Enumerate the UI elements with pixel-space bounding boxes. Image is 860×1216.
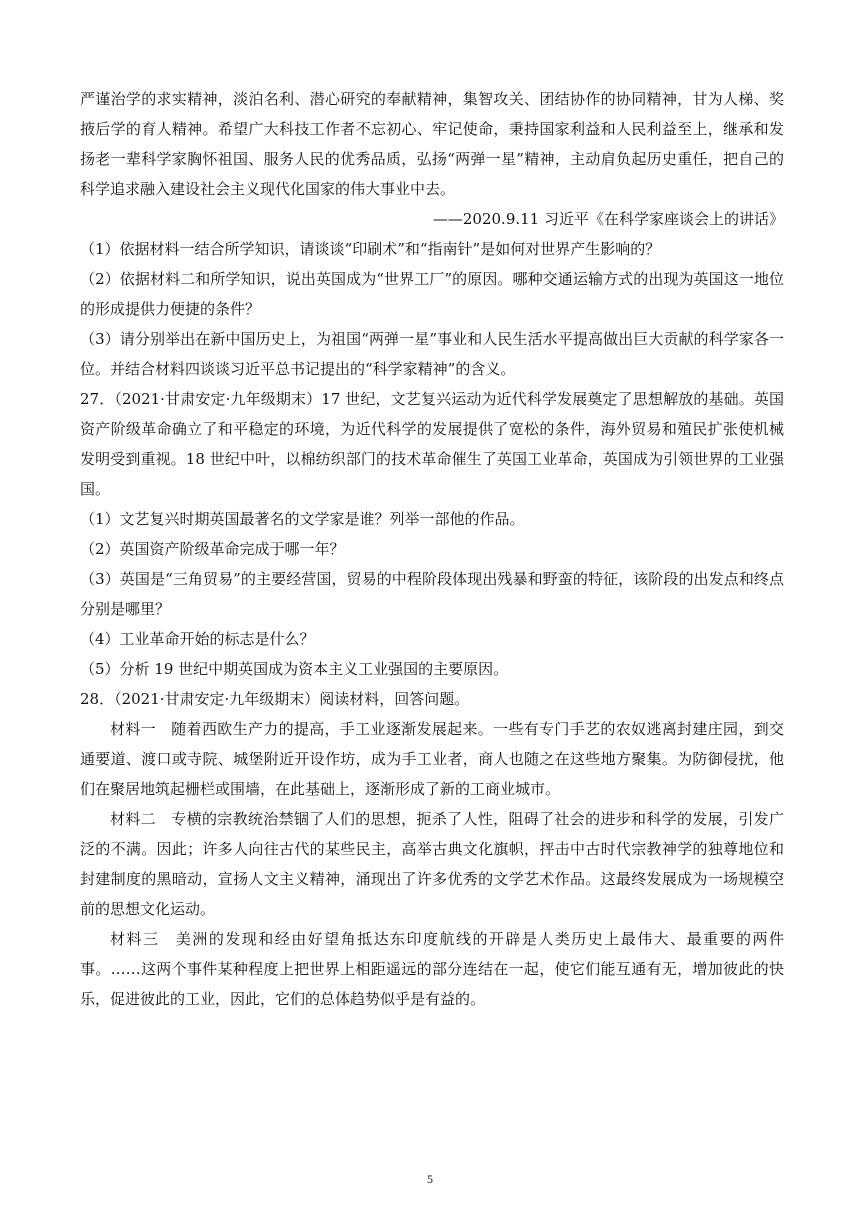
question-28-stem: 28．（2021·甘肃安定·九年级期末）阅读材料，回答问题。 <box>80 690 470 708</box>
question-28-material-2: 材料二 专横的宗教统治禁锢了人们的思想，扼杀了人性，阻碍了社会的进步和科学的发展，引发广泛的不满。因此；许多人向往古代的某些民主，高举古典文化旗帜，抨击中古时代宗教神学的独尊地位和封建制度的黑暗动，宣扬人文主义精神，涌现出了许多优秀的文学艺术作品。这最终发展成为一场规模空前的思想文化运动。 <box>80 810 784 918</box>
question-27-part-3: （3）英国是“三角贸易”的主要经营国，贸易的中程阶段体现出残暴和野蛮的特征，该阶段的出发点和终点分别是哪里？ <box>80 570 784 618</box>
question-26-part-1: （1）依据材料一结合所学知识，请谈谈“印刷术”和“指南针”是如何对世界产生影响的？ <box>80 240 661 258</box>
question-27-stem: 27．（2021·甘肃安定·九年级期末）17 世纪，文艺复兴运动为近代科学发展奠定了思想解放的基础。英国资产阶级革命确立了和平稳定的环境，为近代科学的发展提供了宽松的条件，海外贸易和殖民扩张使机械发明受到重视。18 世纪中叶，以棉纺织部门的技术革命催生了英国工业革命，英国成为引领世界的工业强国。 <box>80 390 784 498</box>
page-content <box>80 84 784 1014</box>
question-27-part-5: （5）分析 19 世纪中期英国成为资本主义工业强国的主要原因。 <box>80 660 509 678</box>
question-27-part-4: （4）工业革命开始的标志是什么？ <box>80 630 315 648</box>
speech-attribution: ——2020.9.11 习近平《在科学家座谈会上的讲话》 <box>432 210 784 228</box>
material-four-continued: 严谨治学的求实精神，淡泊名利、潜心研究的奉献精神，集智攻关、团结协作的协同精神，甘为人梯、奖掖后学的育人精神。希望广大科技工作者不忘初心、牢记使命，秉持国家利益和人民利益至上，继承和发扬老一辈科学家胸怀祖国、服务人民的优秀品质，弘扬“两弹一星”精神，主动肩负起历史重任，把自己的科学追求融入建设社会主义现代化国家的伟大事业中去。 <box>80 90 784 198</box>
question-27-part-1: （1）文艺复兴时期英国最著名的文学家是谁？列举一部他的作品。 <box>80 510 525 528</box>
question-26-part-2: （2）依据材料二和所学知识，说出英国成为“世界工厂”的原因。哪种交通运输方式的出现为英国这一地位的形成提供力便捷的条件？ <box>80 270 784 318</box>
question-27-part-2: （2）英国资产阶级革命完成于哪一年？ <box>80 540 345 558</box>
question-26-part-3: （3）请分别举出在新中国历史上，为祖国“两弹一星”事业和人民生活水平提高做出巨大贡献的科学家各一位。并结合材料四谈谈习近平总书记提出的“科学家精神”的含义。 <box>80 330 784 378</box>
page-number: 5 <box>427 1172 433 1186</box>
question-28-material-1: 材料一 随着西欧生产力的提高，手工业逐渐发展起来。一些有专门手艺的农奴逃离封建庄园，到交通要道、渡口或寺院、城堡附近开设作坊，成为手工业者，商人也随之在这些地方聚集。为防御侵扰，他们在聚居地筑起栅栏或围墙，在此基础上，逐渐形成了新的工商业城市。 <box>80 720 784 798</box>
question-28-material-3: 材料三 美洲的发现和经由好望角抵达东印度航线的开辟是人类历史上最伟大、最重要的两件事。……这两个事件某种程度上把世界上相距遥远的部分连结在一起，使它们能互通有无，增加彼此的快乐，促进彼此的工业，因此，它们的总体趋势似乎是有益的。 <box>80 930 784 1008</box>
